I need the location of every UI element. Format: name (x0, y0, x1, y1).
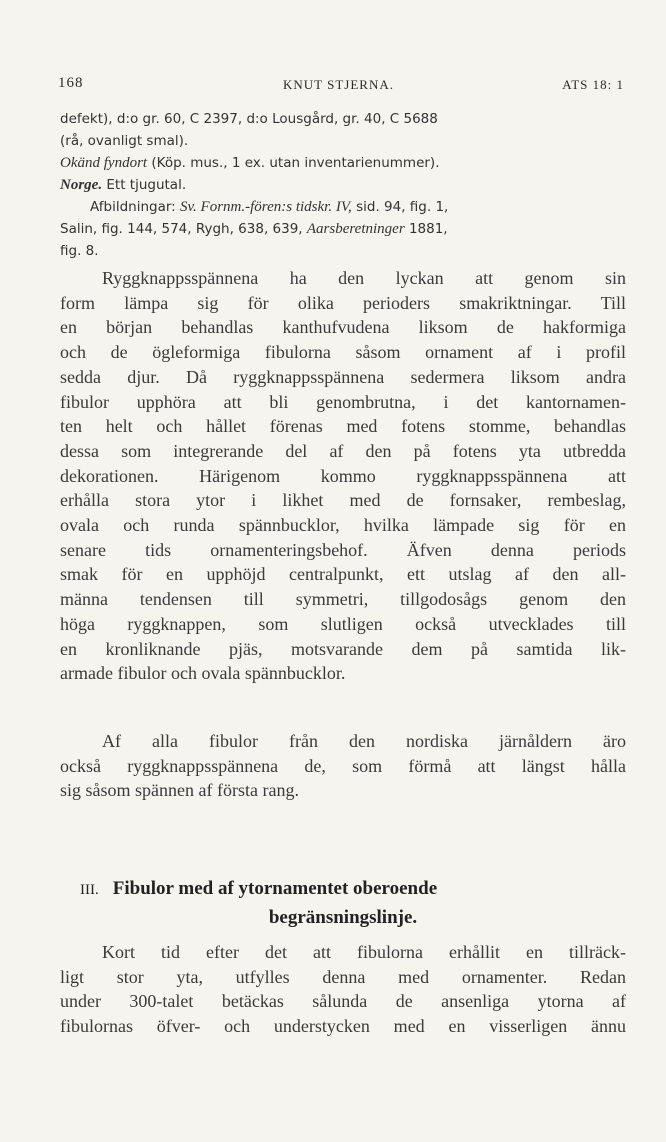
paragraph-1 (60, 266, 626, 686)
text-line: dessa som integrerande del af den på fotens yta utbredda (60, 440, 626, 461)
text-line: ligt stor yta, utfylles denna med ornamenter. Redan (60, 966, 626, 987)
text-line: ten helt och hållet förenas med fotens stomme, behandlas (60, 416, 626, 437)
text-line: höga ryggknappen, som slutligen också utvecklades till (60, 613, 626, 634)
text-line: sedda djur. Då ryggknappsspännena sedermera liksom andra (60, 366, 626, 387)
unknown-find-text: (Köp. mus., 1 ex. utan inventarienummer). (147, 155, 440, 171)
norway-entry (60, 174, 626, 196)
illustrations-prefix: Afbildningar: (90, 199, 181, 215)
illustrations-rest: sid. 94, fig. 1, (351, 199, 449, 215)
text-line: ovala och runda spännbucklor, hvilka lämpade sig för en (60, 515, 626, 536)
norway-text: Ett tjugutal. (102, 177, 187, 193)
text-line: smak för en upphöjd centralpunkt, ett utslag af den all- (60, 564, 626, 585)
text-line: Kort tid efter det att fibulorna erhållit en tillräck- (102, 942, 626, 962)
text-line: fibulor upphöra att bli genombrutna, i det kantornamen- (60, 391, 626, 412)
text-line: armade fibulor och ovala spännbucklor. (60, 663, 346, 684)
paragraph-2 (60, 729, 626, 803)
series-mark: ATS 18: 1 (562, 77, 624, 92)
section-numeral: III. (80, 882, 99, 898)
text-line: form lämpa sig för olika perioders smakriktningar. Till (60, 292, 626, 313)
text-line: sig såsom spännen af första rang. (60, 780, 299, 801)
text-line: männa tendensen till symmetri, tillgodosågs genom den (60, 589, 626, 610)
text-line: dekorationen. Härigenom kommo ryggknappsspännena att (60, 465, 626, 486)
unknown-find-label: Okänd fyndort (60, 155, 148, 171)
section-title-line-1 (60, 875, 626, 904)
illustrations-line-3: fig. 8. (60, 243, 99, 259)
norway-label: Norge. (60, 177, 103, 193)
running-header (58, 75, 624, 95)
text-line: också ryggknappsspännena de, som förmå att längst hålla (60, 755, 626, 776)
illustrations-line2-b: 1881, (404, 221, 448, 237)
text-line: Af alla fibulor från den nordiska järnåldern äro (102, 731, 626, 751)
illustrations-line2-journal: Aarsberetninger (306, 221, 405, 237)
catalog-entries (60, 108, 626, 262)
illustrations-line2-a: Salin, fig. 144, 574, Rygh, 638, 639, (60, 221, 307, 237)
text-line: en början behandlas kanthufvudena liksom de hakformiga (60, 317, 626, 338)
unknown-find-entry (60, 152, 626, 174)
section-title-1: Fibulor med af ytornamentet oberoende (112, 878, 438, 899)
text-line: erhålla stora ytor i likhet med de fornsaker, rembeslag, (60, 490, 626, 511)
catalog-line: defekt), d:o gr. 60, C 2397, d:o Lousgård, gr. 40, C 5688 (60, 111, 438, 127)
text-line: och de ögleformiga fibulorna såsom ornament af i profil (60, 342, 626, 363)
illustrations-entry (60, 196, 626, 218)
text-line: en kronliknande pjäs, motsvarande dem på samtida lik- (60, 638, 626, 659)
section-heading (60, 875, 626, 931)
text-line: Ryggknappsspännena ha den lyckan att genom sin (102, 268, 626, 288)
text-line: senare tids ornamenteringsbehof. Äfven denna periods (60, 539, 626, 560)
text-line: under 300-talet betäckas sålunda de ansenliga ytorna af (60, 991, 626, 1012)
page-number: 168 (58, 75, 84, 91)
paragraph-3 (60, 940, 626, 1039)
illustrations-line-2 (60, 218, 626, 240)
catalog-line: (rå, ovanligt smal). (60, 133, 189, 149)
running-title: KNUT STJERNA. (283, 77, 394, 92)
illustrations-journal: Sv. Fornm.-fören:s tidskr. IV, (180, 199, 352, 215)
text-line: fibulornas öfver- och understycken med en visserligen ännu (60, 1016, 626, 1037)
section-title-line-2: begränsningslinje. (268, 907, 418, 928)
